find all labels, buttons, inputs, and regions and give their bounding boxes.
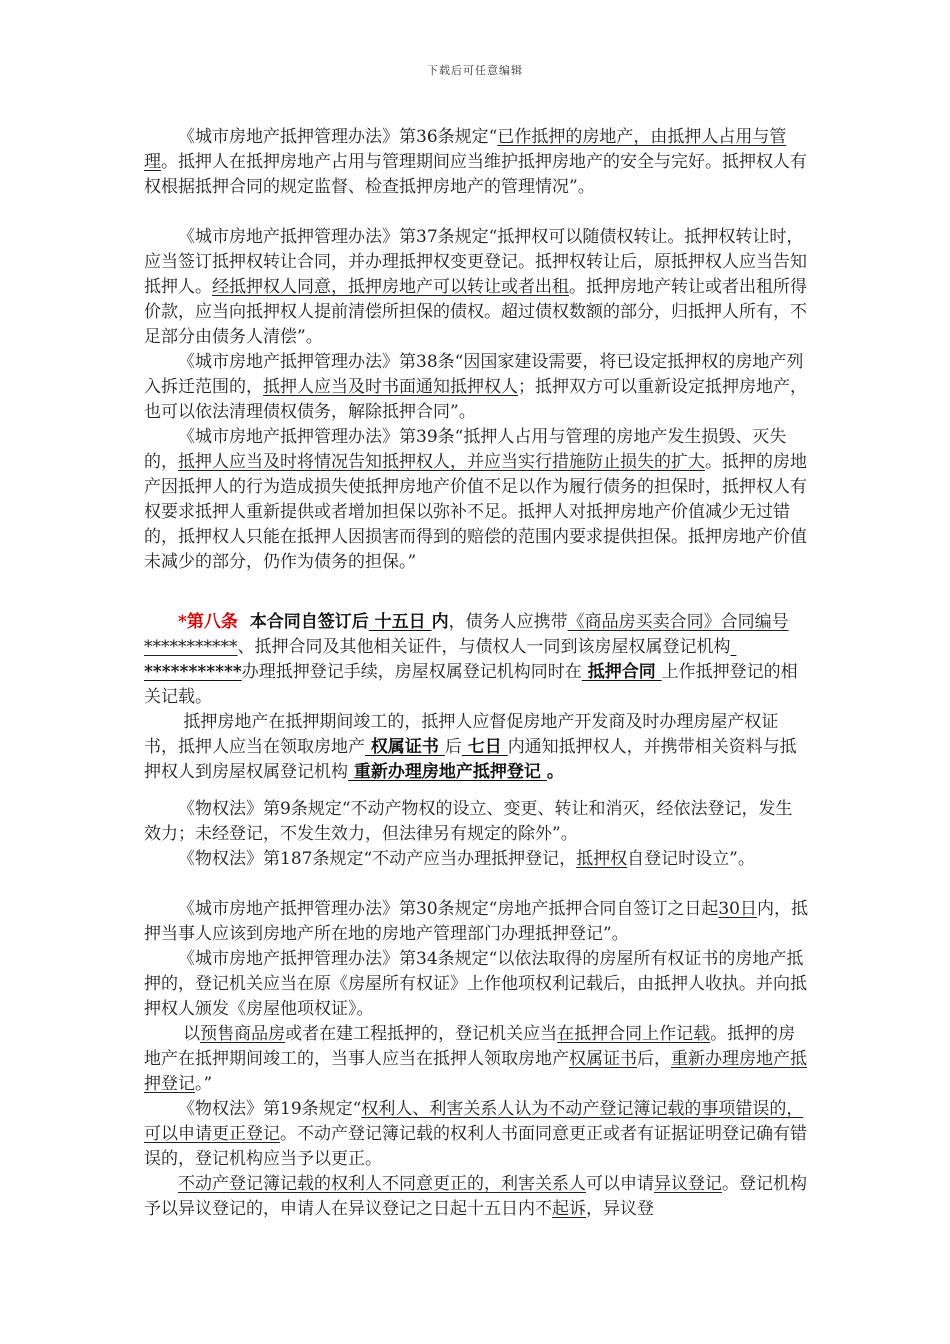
p6-run: 。 (546, 762, 564, 782)
p13-run: 可以申请 (586, 1174, 654, 1194)
paragraph-property-law-187 (144, 847, 808, 872)
p11-run: 重新办理房地产抵押登记 (144, 1049, 807, 1094)
p12-run: 权利人、利害关系人认为不动产登记簿记载的事项错误的，可以申请更正登记 (144, 1099, 804, 1144)
paragraph-art37 (144, 225, 808, 350)
paragraph-clause-8 (144, 610, 808, 710)
p11-run: 预售商品房 (200, 1024, 286, 1044)
paragraph-property-law-19 (144, 1097, 808, 1172)
p9-run: 《城市房地产抵押管理办法》第30条规定“房地产抵押合同自签订之日起 (178, 899, 719, 919)
page-header: 下载后可任意编辑 (427, 64, 523, 77)
p9-run: 30日 (718, 899, 757, 919)
p2-run: 经抵押权人同意，抵押房地产可以转让或者出租 (212, 277, 569, 297)
p11-run: 权属证书 (569, 1049, 637, 1069)
p5-run: 本合同自签订后 (237, 612, 369, 632)
paragraph-art34 (144, 947, 808, 1022)
paragraph-presale (144, 1022, 808, 1097)
p4-run: 《城市房地产抵押管理办法》第39条“抵押人占用与管理的房地产发生损毁、灭失的， (144, 427, 787, 472)
p8-run: 抵押权 (576, 849, 628, 869)
p5-run: 十五日 (368, 612, 432, 632)
p3-run: 《城市房地产抵押管理办法》第38条“因国家建设需要，将已设定抵押权的房地产列入拆迁范围的， (144, 352, 804, 397)
p6-run: 权属证书 (365, 737, 445, 757)
p5-run: 、抵押合同及其他相关证件，与债权人一同到该房屋权属登记机构 (237, 637, 731, 657)
p7-run: 《物权法》第9条规定“不动产物权的设立、变更、转让和消灭，经依法登记，发生效力；未经登记，不发生效力，但法律另有规定的除外”。 (144, 799, 793, 844)
p6-run: 内通知抵押权人，并携带相关资料与抵押权人到房屋权属登记机构 (144, 737, 797, 782)
p5-run: *第八条 (178, 612, 238, 632)
p12-run: 《物权法》第19条规定“ (178, 1099, 362, 1119)
p5-run: 办理抵押登记手续，房屋权属登记机构同时在 (241, 662, 582, 682)
p5-run: ，债务人应携带 (448, 612, 568, 632)
p1-run: 。抵押人在抵押房地产占用与管理期间应当维护抵押房地产的安全与完好。抵押权人有权根据抵押合同的规定监督、检查抵押房地产的管理情况”。 (144, 152, 807, 197)
p6-run: 抵押房地产在抵押期间竣工的，抵押人应督促房地产开发商及时办理房屋产权证书，抵押人应当在领取房地产 (144, 712, 779, 757)
p5-run: *********** (144, 637, 737, 682)
p5-run: 上作抵押登记的相关记载。 (144, 662, 798, 707)
p11-run: 后， (637, 1049, 671, 1069)
p13-run: ，异议登 (586, 1199, 654, 1219)
paragraph-art30 (144, 897, 808, 947)
paragraph-objection (144, 1172, 808, 1222)
p6-run: 重新办理房地产抵押登记 (348, 762, 547, 782)
paragraph-art36 (144, 125, 808, 200)
p4-run: 抵押人应当及时将情况告知抵押权人，并应当实行措施防止损失的扩大 (178, 452, 705, 472)
p6-run: 七日 (461, 737, 508, 757)
p13-run: 。登记机构予以异议登记的，申请人在异议登记之日起十五日内不 (144, 1174, 807, 1219)
p13-run: 起诉 (552, 1199, 586, 1219)
paragraph-art38 (144, 350, 808, 425)
p13-run: 异议登记 (654, 1174, 722, 1194)
p3-run: ；抵押双方可以重新设定抵押房地产，也可以依法清理债权债务，解除抵押合同”。 (144, 377, 807, 422)
p5-run: 《商品房买卖合同》合同编号*********** (144, 612, 789, 657)
p5-run: 抵押合同 (581, 662, 662, 682)
p11-run: 。” (195, 1074, 213, 1094)
p8-run: 自登记时设立”。 (627, 849, 755, 869)
p11-run: 以 (183, 1024, 201, 1044)
p9-run: 内，抵押当事人应该到房地产所在地的房地产管理部门办理抵押登记”。 (144, 899, 808, 944)
paragraph-property-law-9 (144, 797, 808, 847)
p1-run: 《城市房地产抵押管理办法》第36条规定“ (178, 127, 498, 147)
p3-run: 抵押人应当及时书面通知抵押权人 (263, 377, 518, 397)
p8-run: 《物权法》第187条规定“不动产应当办理抵押登记， (178, 849, 577, 869)
paragraph-completion (144, 710, 808, 785)
p13-run: 不动产登记簿记载的权利人不同意更正的，利害关系人 (178, 1174, 586, 1194)
p11-run: 或者在建工程抵押的，登记机关应当 (285, 1024, 558, 1044)
p11-run: 在抵押合同上作记载 (557, 1024, 711, 1044)
p2-run: 《城市房地产抵押管理办法》第37条规定“抵押权可以随债权转让。抵押权转让时，应当签订抵押权转让合同，并办理抵押权变更登记。抵押权转让后，原抵押权人应当告知抵押人。 (144, 227, 807, 297)
p4-run: 。抵押的房地产因抵押人的行为造成损失使抵押房地产价值不足以作为履行债务的担保时，抵押权人有权要求抵押人重新提供或者增加担保以弥补不足。抵押人对抵押房地产价值减少无过错的，抵押权人只能在抵押人因损害而得到的赔偿的范围内要求提供担保。抵押房地产价值未减少的部分，仍作为债务的担保。” (144, 452, 807, 572)
p5-run: 内 (431, 612, 449, 632)
p12-run: 。不动产登记簿记载的权利人书面同意更正或者有证据证明登记确有错误的，登记机构应当予以更正。 (144, 1124, 807, 1169)
paragraph-art39 (144, 425, 808, 575)
p11-run: 。抵押的房地产在抵押期间竣工的，当事人应当在抵押人领取房地产 (144, 1024, 796, 1069)
p1-run: 已作抵押的房地产，由抵押人占用与管理 (144, 127, 787, 172)
p10-run: 《城市房地产抵押管理办法》第34条规定“以依法取得的房屋所有权证书的房地产抵押的，登记机关应当在原《房屋所有权证》上作他项权利记载后，由抵押人收执。并向抵押权人颁发《房屋他项权证》。 (144, 949, 807, 1019)
p6-run: 后 (444, 737, 462, 757)
p2-run: 。抵押房地产转让或者出租所得价款，应当向抵押权人提前清偿所担保的债权。超过债权数额的部分，归抵押人所有，不足部分由债务人清偿”。 (144, 277, 807, 347)
